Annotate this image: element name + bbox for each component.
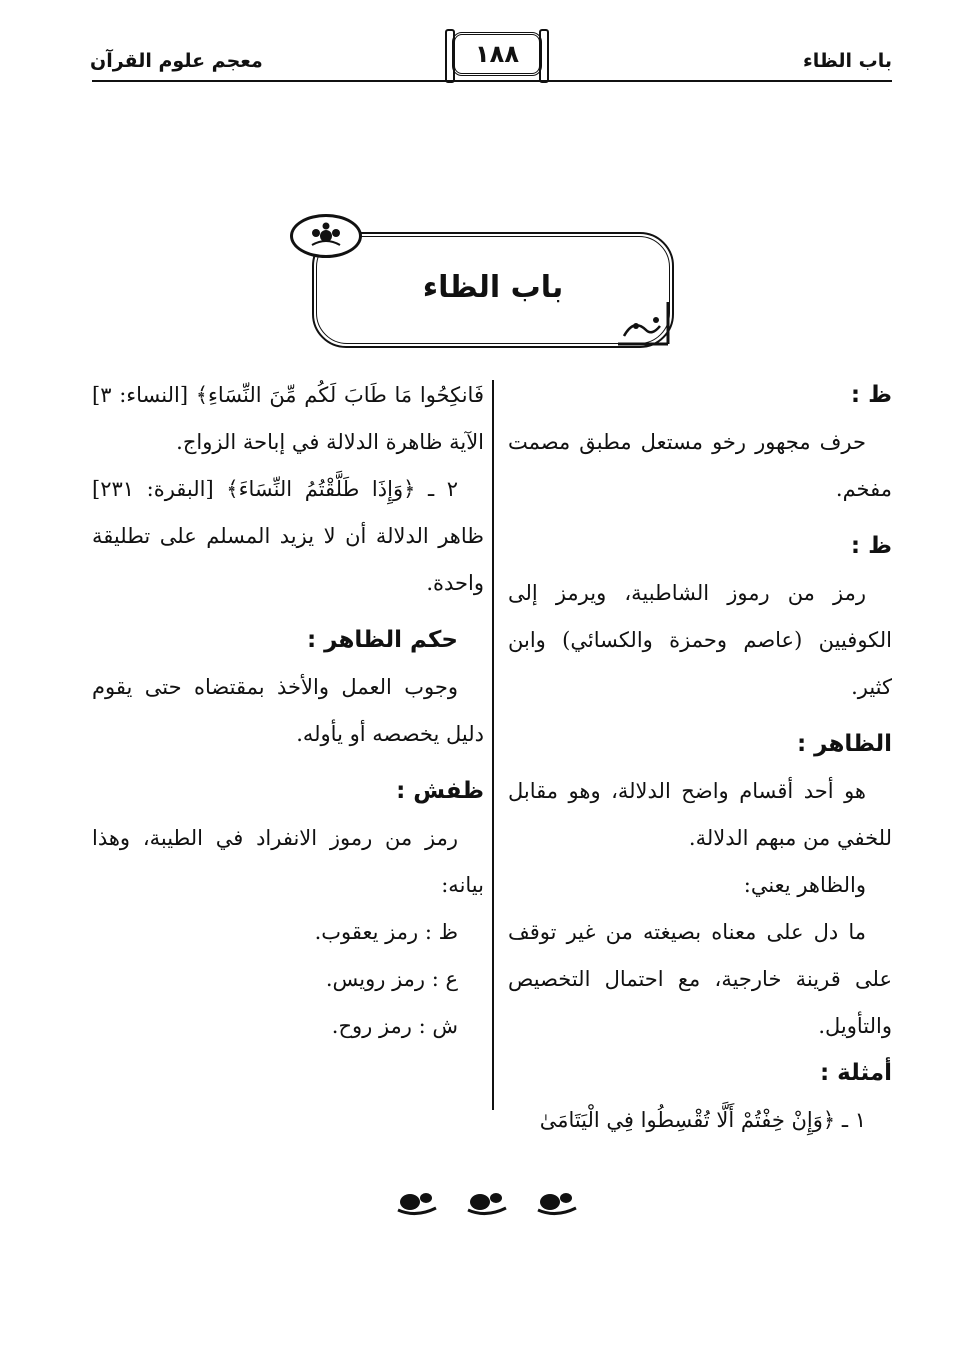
entry-heading: ظ : [850, 382, 892, 408]
calligraphy-corner-icon [612, 296, 672, 350]
symbol-item: ش : رمز روح. [331, 1014, 458, 1038]
entry-text: فَانكِحُوا مَا طَابَ لَكُم مِّنَ النِّسَاءِ﴾ [النساء: ٣] الآية ظاهرة الدلالة في إباحة الزواج. [92, 383, 484, 454]
entry-text: حرف مجهور رخو مستعل مطبق مصمت مفخم. [508, 430, 892, 501]
entry-text: والظاهر يعني: [743, 873, 866, 897]
entry-text: ما دل على معناه بصيغته من غير توقف على قرينة خارجية، مع احتمال التخصيص والتأويل. [508, 920, 892, 1038]
entry-text: رمز من رموز الشاطبية، ويرمز إلى الكوفيين (عاصم وحمزة والكسائي) وابن كثير. [508, 581, 892, 699]
entry-text: ٢ ـ ﴿وَإِذَا طَلَّقْتُمُ النِّسَاءَ﴾ [البقرة: ٢٣١] ظاهر الدلالة أن لا يزيد المسلم على تطليقة واحدة. [92, 477, 484, 595]
entry-text: ١ ـ ﴿وَإِنْ خِفْتُمْ أَلَّا تُقْسِطُوا فِي الْيَتَامَىٰ [539, 1108, 866, 1132]
header-book-title: معجم علوم القرآن [90, 50, 263, 72]
chapter-title: باب الظاء [422, 270, 564, 305]
right-column [508, 372, 892, 1144]
header-section-name: باب الظاء [803, 50, 892, 72]
entry-heading: ظفش : [396, 778, 484, 804]
header-rule [92, 80, 892, 82]
symbol-item: ع : رمز رويس. [325, 967, 458, 991]
entry-text: رمز من رموز الانفراد في الطيبة، وهذا بيانه: [92, 826, 484, 897]
column-divider [492, 380, 494, 1110]
floral-medallion-icon [290, 214, 362, 258]
floral-divider-icon [388, 1182, 588, 1220]
entry-heading: أمثلة : [819, 1060, 892, 1086]
entry-text: هو أحد أقسام واضح الدلالة، وهو مقابل للخفي من مبهم الدلالة. [508, 779, 892, 850]
entry-heading: ظ : [850, 533, 892, 559]
entry-heading: الظاهر : [796, 731, 892, 757]
entry-heading: حكم الظاهر : [306, 627, 458, 653]
symbol-item: ظ : رمز يعقوب. [314, 920, 458, 944]
entry-text: وجوب العمل والأخذ بمقتضاه حتى يقوم دليل يخصصه أو يأوله. [92, 675, 484, 746]
page-number-box [452, 32, 542, 76]
page-number: ١٨٨ [475, 40, 519, 68]
left-column [92, 372, 484, 1050]
